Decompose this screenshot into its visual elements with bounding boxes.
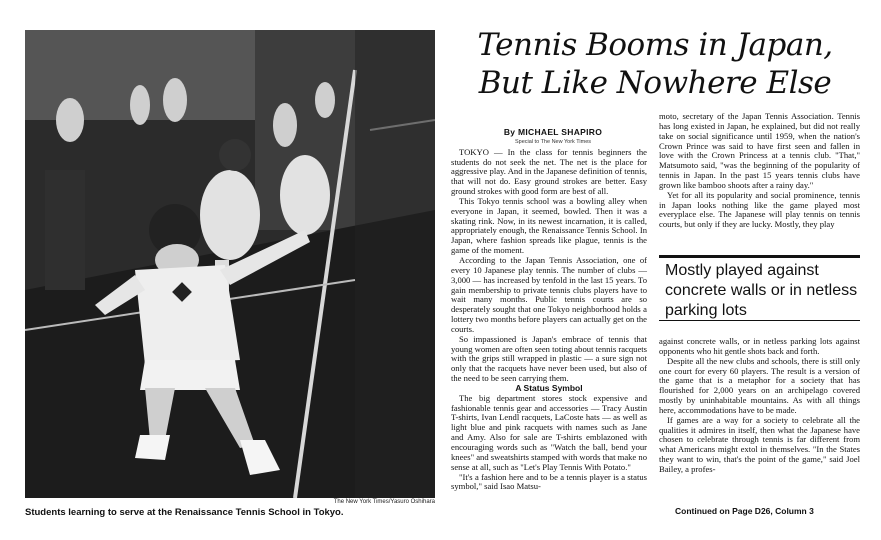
article-column-3 <box>659 337 860 475</box>
paragraph: moto, secretary of the Japan Tennis Association. Tennis has long existed in Japan, he explained, but did not really take on social significance until 1959, when the nation's Crown Prince was said to have first seen and fallen in love with the Crown Princess at a tennis club. "That," Matsumoto said, "was the beginning of the popularity of tennis in Japan. In the past 15 years tennis clubs have grown like bamboo shoots after a rainy day." <box>659 111 860 190</box>
subhead: A Status Symbol <box>515 382 583 393</box>
headline-line-1: Tennis Booms in Japan, <box>477 27 833 63</box>
headline-line-2: But Like Nowhere Else <box>478 65 832 101</box>
pull-quote: Mostly played against concrete walls or in netless parking lots <box>659 255 860 321</box>
photo-credit: The New York Times/Yasuro Oshihara <box>333 499 435 505</box>
byline-affiliation: Special to The New York Times <box>514 138 592 145</box>
photo-caption: Students learning to serve at the Renaissance Tennis School in Tokyo. <box>25 507 344 518</box>
continued-link[interactable]: Continued on Page D26, Column 3 <box>675 506 814 516</box>
paragraph: against concrete walls, or in netless parking lots against opponents who hit gentle shots back and forth. <box>659 336 860 356</box>
paragraph: Despite all the new clubs and schools, there is still only one court for every 60 players. The result is a version of the game that is a metaphor for a society that has flourished for 2,000 years on an archipelago covered mostly by uninhabitable mountains. As with all things here, accommodations have to be made. <box>659 355 860 415</box>
paragraph: "It's a fashion here and to be a tennis player is a status symbol," said Isao Matsu- <box>451 471 647 492</box>
paragraph: TOKYO — In the class for tennis beginners the students do not seek the net. The net is the place for aggressive play. And in the Japanese definition of tennis, that will not do. Easy ground strokes are better. Easy ground strokes with good form are best of all. <box>451 146 647 197</box>
byline: By MICHAEL SHAPIRO <box>503 127 603 137</box>
tennis-class-photo <box>25 30 435 498</box>
headline <box>450 26 860 102</box>
paragraph: So impassioned is Japan's embrace of tennis that young women are often seen toting about tennis racquets with the grips still wrapped in plastic — a sure sign not only that the racquets have never been used, but also of the need to be seen carrying them. <box>451 333 647 384</box>
paragraph: This Tokyo tennis school was a bowling alley when everyone in Japan, it seemed, bowled. Then it was a skating rink. Now, in its newest incarnation, it is called, appropriately enough, the Renaissance Tennis School. In Japan, where fashion spreads like plague, tennis is the game of the moment. <box>451 195 647 256</box>
paragraph: The big department stores stock expensive and fashionable tennis gear and accessories — Tracy Austin T-shirts, Ivan Lendl racquets, LaCoste hats — as well as light blue and pink racquets with names such as Jane and Amy. Also for sale are T-shirts emblazoned with encouraging words such as "Watch the ball, bend your knees" and sweatshirts stamped with words that make no sense at all, such as "Let's Play Tennis With Potato." <box>451 392 647 472</box>
paragraph: Yet for all its popularity and social prominence, tennis in Japan looks nothing like the game played most everyplace else. The Japanese will play tennis on tennis courts, but only if they are lucky. Mostly, they play <box>659 189 860 230</box>
paragraph: If games are a way for a society to celebrate all the qualities it admires in itself, then what the Japanese have chosen to celebrate through tennis is far different from what Americans might extol in themselves. "In the States they want to win, that's the point of the game," said Joel Bailey, a profes- <box>659 414 860 474</box>
article-column-1 <box>451 128 647 492</box>
article-column-2 <box>659 112 860 230</box>
paragraph: According to the Japan Tennis Association, one of every 10 Japanese play tennis. The number of clubs — 3,000 — has increased by tenfold in the last 15 years. To gain membership to private tennis clubs players have to wait many months. Public tennis courts are so desperately sought that one Tokyo neighborhood holds a lottery two months before players can actually get on the courts. <box>451 254 647 334</box>
